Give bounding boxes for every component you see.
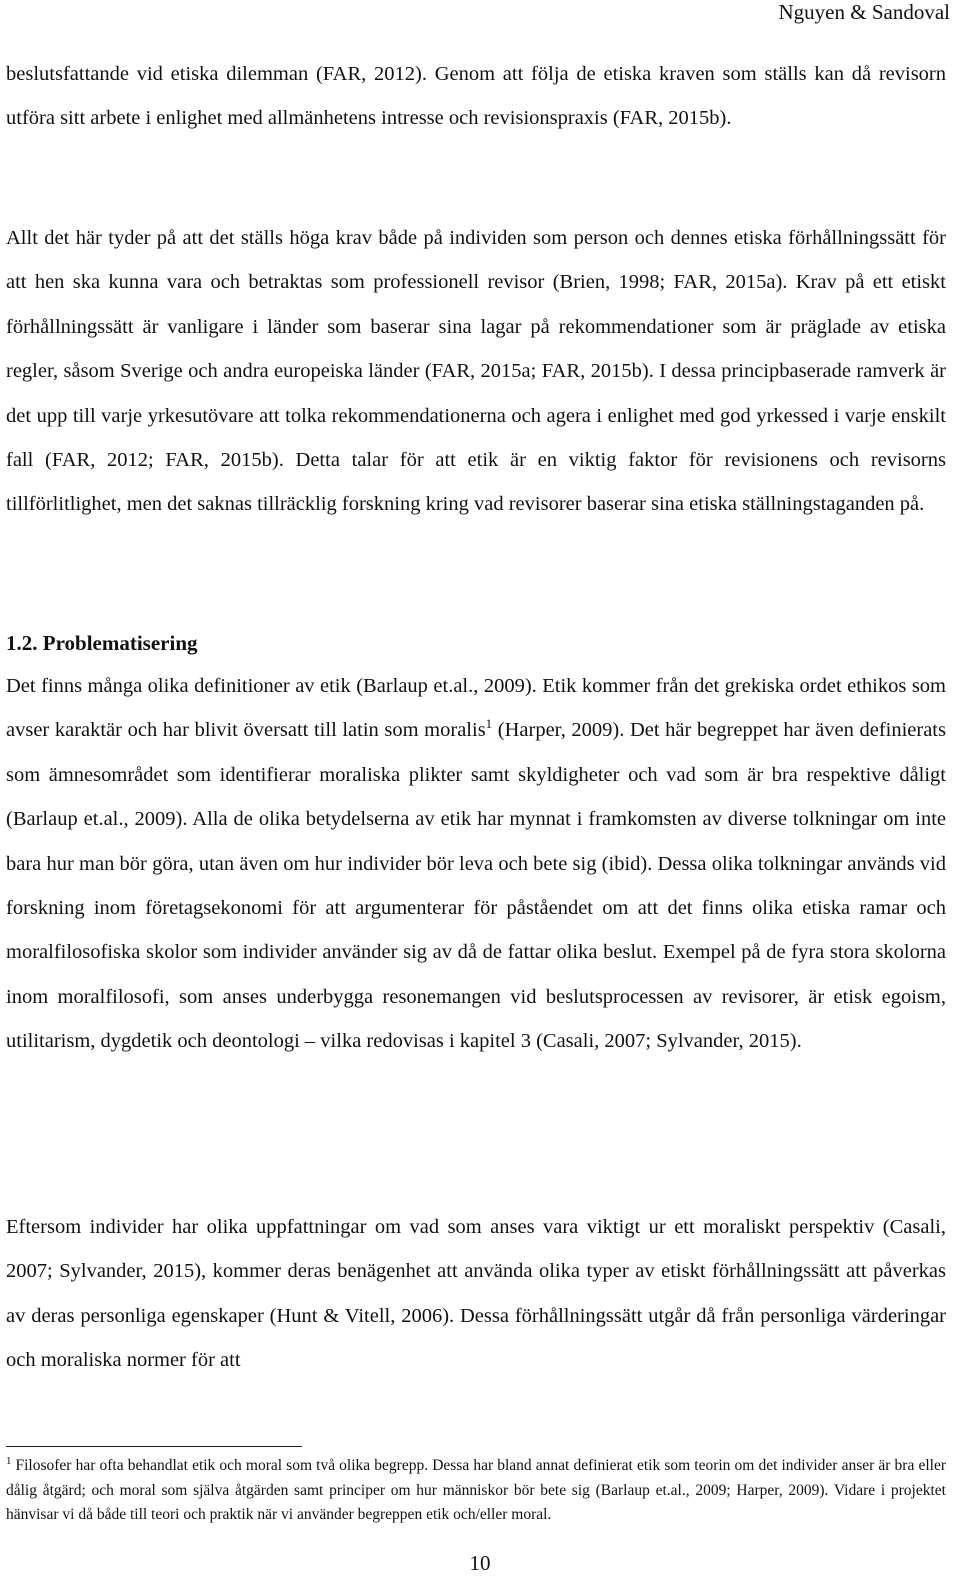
page-number: 10 <box>469 1551 491 1575</box>
paragraph-individual-perceptions: Eftersom individer har olika uppfattningar om vad som anses vara viktigt ur ett moraliskt perspektiv (Casali, 2007; Sylvander, 2015), kommer deras benägenhet att använda olika typer av etiskt förhållningssätt att påverkas av deras personliga egenskaper (Hunt & Vitell, 2006). Dessa förhållningssätt utgår då från personliga värderingar och moraliska normer för att <box>6 1216 946 1372</box>
footnote-separator <box>6 1446 302 1447</box>
footnote-mark: 1 <box>6 1454 12 1467</box>
paragraph-problematisering <box>6 664 946 1064</box>
section-heading: 1.2. Problematisering <box>6 631 198 655</box>
paragraph-text-part: Det finns många olika definitioner av etik (Barlaup et.al., 2009). Etik kommer från det grekiska ordet ethikos som avser karaktär och har blivit översatt till latin som moralis <box>6 675 946 742</box>
footnote-reference: 1 <box>485 716 493 732</box>
footnote-text: Filosofer har ofta behandlat etik och moral som två olika begrepp. Dessa har bland annat definierat etik som teorin om det individer anser är bra eller dålig åtgärd; och moral som själva åtgärden samt principer om hur människor bör bete sig (Barlaup et.al., 2009; Harper, 2009). Vidare i projektet hänvisar vi då både till teori och praktik när vi använder begreppen etik och/eller moral. <box>6 1457 946 1523</box>
paragraph-intro-continuation: beslutsfattande vid etiska dilemman (FAR, 2012). Genom att följa de etiska kraven som ställs kan då revisorn utföra sitt arbete i enlighet med allmänhetens intresse och revisionspraxis (FAR, 2015b). <box>6 63 946 130</box>
running-header: Nguyen & Sandoval <box>778 0 950 24</box>
paragraph-text-part: (Harper, 2009). Det här begreppet har även definierats som ämnesområdet som identifierar moraliska plikter samt skyldigheter och vad som är bra respektive dåligt (Barlaup et.al., 2009). Alla de olika betydelserna av etik har mynnat i framkomsten av diverse tolkningar om inte bara hur man bör göra, utan även om hur individer bör leva och bete sig (ibid). Dessa olika tolkningar används vid forskning inom företagsekonomi för att argumenterar för påståendet om att det finns olika etiska ramar och moralfilosofiska skolor som individer använder sig av då de fattar olika beslut. Exempel på de fyra stora skolorna inom moralfilosofi, som anses underbygga resonemangen vid beslutsprocessen av revisorer, är etisk egoism, utilitarism, dygdetik och deontologi – vilka redovisas i kapitel 3 (Casali, 2007; Sylvander, 2015). <box>6 719 946 1053</box>
paragraph-ethical-requirements: Allt det här tyder på att det ställs höga krav både på individen som person och dennes etiska förhållningssätt för att hen ska kunna vara och betraktas som professionell revisor (Brien, 1998; FAR, 2015a). Krav på ett etiskt förhållningssätt är vanligare i länder som baserar sina lagar på rekommendationer som är präglade av etiska regler, såsom Sverige och andra europeiska länder (FAR, 2015a; FAR, 2015b). I dessa principbaserade ramverk är det upp till varje yrkesutövare att tolka rekommendationerna och agera i enlighet med god yrkessed i varje enskilt fall (FAR, 2012; FAR, 2015b). Detta talar för att etik är en viktig faktor för revisionens och revisorns tillförlitlighet, men det saknas tillräcklig forskning kring vad revisorer baserar sina etiska ställningstaganden på. <box>6 227 946 516</box>
footnote <box>6 1454 946 1528</box>
